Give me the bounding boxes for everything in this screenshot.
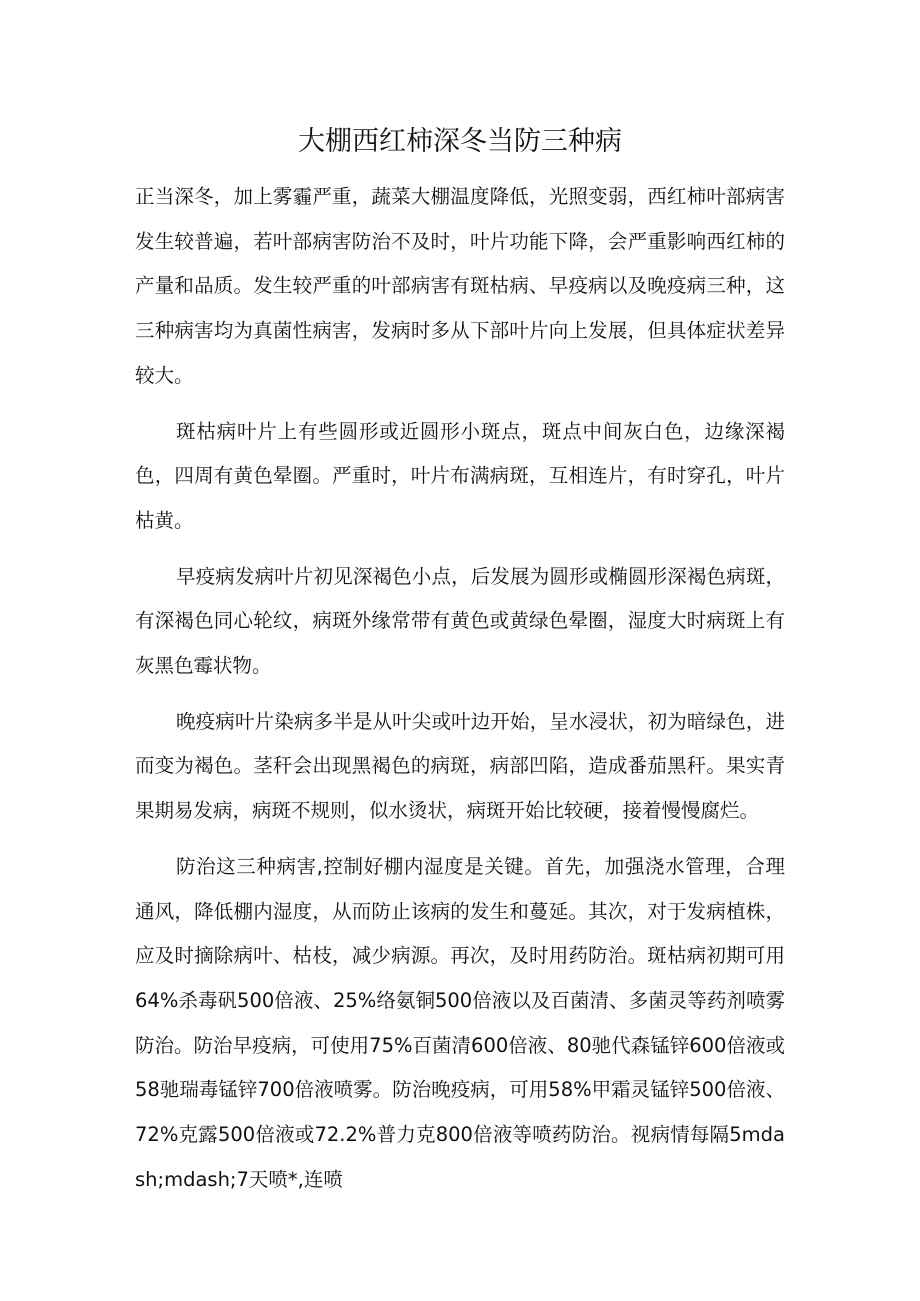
article-body — [135, 175, 785, 1213]
paragraph-intro: 正当深冬，加上雾霾严重，蔬菜大棚温度降低，光照变弱，西红柿叶部病害发生较普遍，若叶部病害防治不及时，叶片功能下降，会严重影响西红柿的产量和品质。发生较严重的叶部病害有斑枯病、早疫病以及晚疫病三种，这三种病害均为真菌性病害，发病时多从下部叶片向上发展，但具体症状差异较大。 — [135, 185, 785, 387]
paragraph-prevention: 防治这三种病害,控制好棚内湿度是关键。首先，加强浇水管理，合理通风，降低棚内湿度，从而防止该病的发生和蔓延。其次，对于发病植株，应及时摘除病叶、枯枝，减少病源。再次，及时用药防治。斑枯病初期可用64%杀毒矾500倍液、25%络氨铜500倍液以及百菌清、多菌灵等药剂喷雾防治。防治早疫病，可使用75%百菌清600倍液、80驰代森锰锌600倍液或58驰瑞毒锰锌700倍液喷雾。防治晚疫病，可用58%甲霜灵锰锌500倍液、72%克露500倍液或72.2%普力克800倍液等喷药防治。视病情每隔5mdash;mdash;7天喷*,连喷 — [135, 854, 785, 1191]
page-title: 大棚西红柿深冬当防三种病 — [298, 126, 622, 157]
paragraph-septoria-leaf-spot: 斑枯病叶片上有些圆形或近圆形小斑点，斑点中间灰白色，边缘深褐色，四周有黄色晕圈。严重时，叶片布满病斑，互相连片，有时穿孔，叶片枯黄。 — [135, 419, 785, 532]
paragraph-early-blight: 早疫病发病叶片初见深褐色小点，后发展为圆形或椭圆形深褐色病斑，有深褐色同心轮纹，病斑外缘常带有黄色或黄绿色晕圈，湿度大时病斑上有灰黑色霉状物。 — [135, 564, 785, 678]
paragraph-late-blight: 晚疫病叶片染病多半是从叶尖或叶边开始，呈水浸状，初为暗绿色，进而变为褐色。茎秆会出现黑褐色的病斑，病部凹陷，造成番茄黑秆。果实青果期易发病，病斑不规则，似水烫状，病斑开始比较硬，接着慢慢腐烂。 — [135, 709, 785, 823]
